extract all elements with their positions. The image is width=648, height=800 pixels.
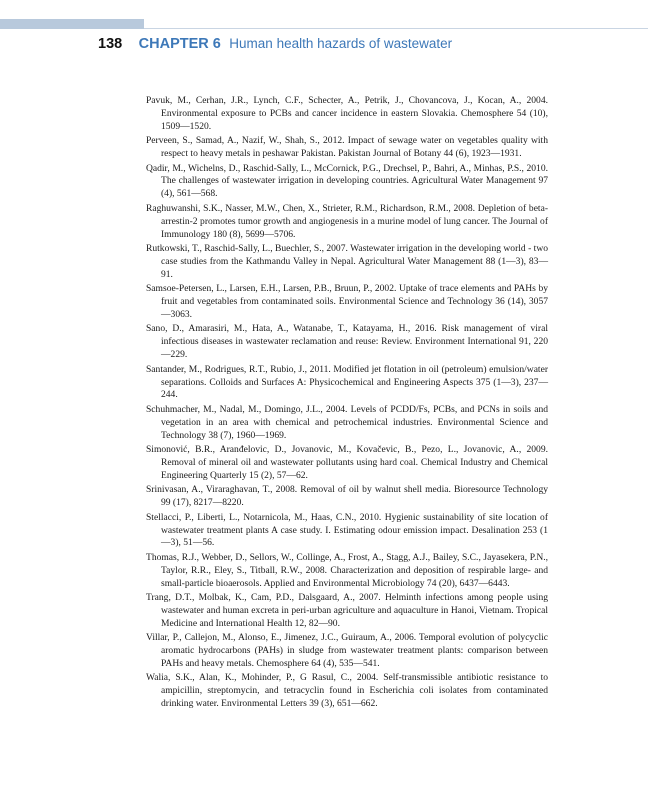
reference-item: Raghuwanshi, S.K., Nasser, M.W., Chen, X., Strieter, R.M., Richardson, R.M., 2008. Depletion of beta-arrestin-2 promotes tumor growth and angiogenesis in a murine model of lung cancer. The Journal of Immunology 180 (8), 5699—5706. — [146, 202, 548, 240]
reference-item: Schuhmacher, M., Nadal, M., Domingo, J.L., 2004. Levels of PCDD/Fs, PCBs, and PCNs in soils and vegetation in an area with chemical and petrochemical industries. Environmental Science and Technology 38 (7), 1960—1969. — [146, 403, 548, 441]
chapter-title: Human health hazards of wastewater — [229, 36, 453, 51]
reference-item: Walia, S.K., Alan, K., Mohinder, P., G Rasul, C., 2004. Self-transmissible antibiotic resistance to ampicillin, streptomycin, and tetracyclin found in Escherichia coli isolates from contaminated drinking water. Environmental Letters 39 (3), 651—662. — [146, 672, 548, 710]
reference-item: Rutkowski, T., Raschid-Sally, L., Buechler, S., 2007. Wastewater irrigation in the developing world - two case studies from the Kathmandu Valley in Nepal. Agricultural Water Management 88 (1—3), 83—91. — [146, 242, 548, 280]
reference-item: Samsoe-Petersen, L., Larsen, E.H., Larsen, P.B., Bruun, P., 2002. Uptake of trace elements and PAHs by fruit and vegetables from contaminated soils. Environmental Science and Technology 36 (14), 3057—3063. — [146, 283, 548, 320]
reference-item: Thomas, R.J., Webber, D., Sellors, W., Collinge, A., Frost, A., Stagg, A.J., Bailey, S.C., Jayasekera, P.N., Taylor, R.R., Eley, S., Titball, R.W., 2008. Characterization and deposition of respirable large- and small-particle bioaerosols. Applied and Environmental Microbiology 74 (20), 6437—6443. — [146, 551, 548, 589]
header-rule — [144, 28, 648, 29]
reference-item: Trang, D.T., Molbak, K., Cam, P.D., Dalsgaard, A., 2007. Helminth infections among people using wastewater and human excreta in peri-urban agriculture and aquaculture in Hanoi, Vietnam. Tropical Medicine and International Health 12, 82—90. — [146, 592, 548, 629]
header-accent-bar — [0, 19, 144, 29]
reference-item: Santander, M., Rodrigues, R.T., Rubio, J., 2011. Modified jet flotation in oil (petroleum) emulsion/water separations. Colloids and Surfaces A: Physicochemical and Engineering Aspects 375 (1—3), 237—244. — [146, 363, 548, 401]
reference-item: Perveen, S., Samad, A., Nazif, W., Shah, S., 2012. Impact of sewage water on vegetables quality with respect to heavy metals in peshawar Pakistan. Pakistan Journal of Botany 44 (6), 1923—1931. — [146, 135, 548, 160]
reference-item: Qadir, M., Wichelns, D., Raschid-Sally, L., McCornick, P.G., Drechsel, P., Bahri, A., Minhas, P.S., 2010. The challenges of wastewater irrigation in developing countries. Agricultural Water Management 97 (4), 561—568. — [146, 162, 548, 200]
reference-item: Stellacci, P., Liberti, L., Notarnicola, M., Haas, C.N., 2010. Hygienic sustainability of site location of wastewater treatment plants A case study. I. Estimating odour emission impact. Desalination 253 (1—3), 51—56. — [146, 511, 548, 549]
chapter-label: CHAPTER 6 — [138, 36, 221, 52]
running-header — [98, 35, 452, 55]
reference-item: Simonović, B.R., Aranđelovic, D., Jovanovic, M., Kovačevic, B., Pezo, L., Jovanovic, A., 2009. Removal of mineral oil and wastewater pollutants using hard coal. Chemical Industry and Chemical Engineering Quarterly 15 (2), 57—62. — [146, 444, 548, 481]
page-number: 138 — [98, 36, 123, 52]
reference-item: Srinivasan, A., Viraraghavan, T., 2008. Removal of oil by walnut shell media. Bioresource Technology 99 (17), 8217—8220. — [146, 484, 548, 509]
reference-list — [146, 95, 548, 713]
reference-item: Sano, D., Amarasiri, M., Hata, A., Watanabe, T., Katayama, H., 2016. Risk management of viral infectious diseases in wastewater reclamation and reuse: Review. Environment International 91, 220—229. — [146, 323, 548, 361]
reference-item: Villar, P., Callejon, M., Alonso, E., Jimenez, J.C., Guiraum, A., 2006. Temporal evolution of polycyclic aromatic hydrocarbons (PAHs) in sludge from wastewater treatment plants: comparison between PAHs and heavy metals. Chemosphere 64 (4), 535—541. — [146, 632, 548, 670]
reference-item: Pavuk, M., Cerhan, J.R., Lynch, C.F., Schecter, A., Petrik, J., Chovancova, J., Kocan, A., 2004. Environmental exposure to PCBs and cancer incidence in eastern Slovakia. Chemosphere 54 (10), 1509—1520. — [146, 95, 548, 132]
